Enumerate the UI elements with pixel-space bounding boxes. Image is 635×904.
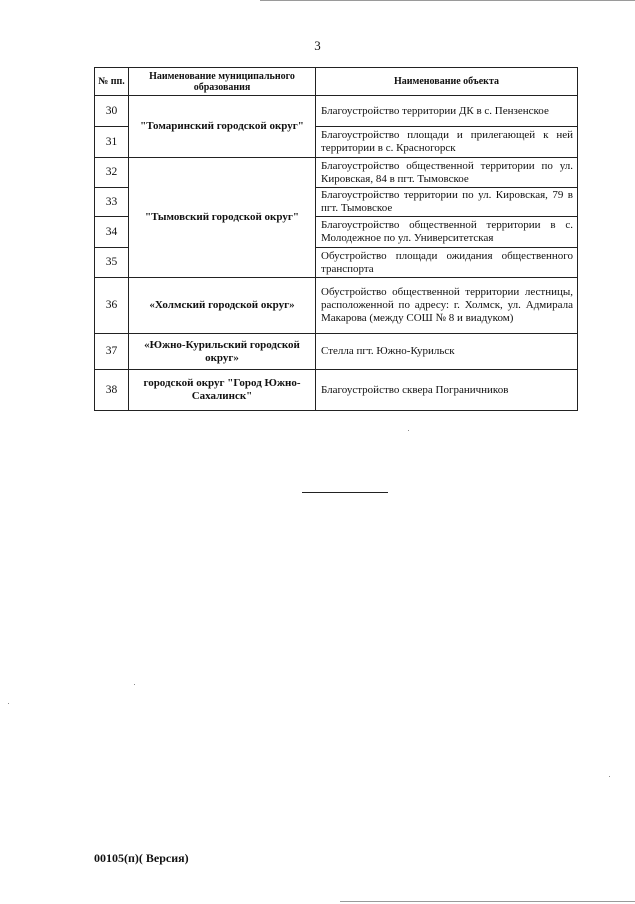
header-num: № пп.	[95, 68, 129, 96]
page-number: 3	[314, 38, 321, 53]
object-name: Благоустройство общественной территории по ул. Кировская, 84 в пгт. Тымовское	[316, 158, 578, 188]
header-municipality: Наименование муниципального образования	[129, 68, 316, 96]
table-row	[95, 370, 578, 411]
table-row	[95, 278, 578, 334]
closing-rule	[302, 492, 388, 493]
municipality-name: «Южно-Курильский городской округ»	[129, 334, 316, 370]
object-name: Обустройство общественной территории лестницы, расположенной по адресу: г. Холмск, ул. Адмирала Макарова (между СОШ № 8 и виадуком)	[316, 278, 578, 334]
object-name: Благоустройство площади и прилегающей к ней территории в с. Красногорск	[316, 127, 578, 158]
municipality-name: "Тымовский городской округ"	[129, 158, 316, 278]
row-number: 30	[95, 96, 129, 127]
scan-speck	[408, 430, 409, 431]
row-number: 33	[95, 188, 129, 217]
object-name: Стелла пгт. Южно-Курильск	[316, 334, 578, 370]
row-number: 34	[95, 217, 129, 248]
object-name: Благоустройство территории по ул. Кировская, 79 в пгт. Тымовское	[316, 188, 578, 217]
header-object: Наименование объекта	[316, 68, 578, 96]
table-row	[95, 96, 578, 127]
scan-speck	[134, 684, 135, 685]
row-number: 31	[95, 127, 129, 158]
object-name: Благоустройство сквера Пограничников	[316, 370, 578, 411]
document-code: 00105(п)( Версия)	[94, 851, 189, 865]
object-name: Обустройство площади ожидания общественного транспорта	[316, 248, 578, 278]
row-number: 36	[95, 278, 129, 334]
object-name: Благоустройство общественной территории в с. Молодежное по ул. Университетская	[316, 217, 578, 248]
scan-speck	[8, 703, 9, 704]
scan-edge-line	[260, 0, 635, 1]
row-number: 37	[95, 334, 129, 370]
scan-speck	[609, 776, 610, 777]
municipality-name: "Томаринский городской округ"	[129, 96, 316, 158]
municipality-name: «Холмский городской округ»	[129, 278, 316, 334]
row-number: 32	[95, 158, 129, 188]
table-row	[95, 334, 578, 370]
row-number: 38	[95, 370, 129, 411]
objects-table	[94, 67, 578, 411]
table-row	[95, 158, 578, 188]
table-header-row	[95, 68, 578, 96]
object-name: Благоустройство территории ДК в с. Пензенское	[316, 96, 578, 127]
municipality-name: городской округ "Город Южно-Сахалинск"	[129, 370, 316, 411]
row-number: 35	[95, 248, 129, 278]
scan-edge-line	[340, 901, 635, 902]
